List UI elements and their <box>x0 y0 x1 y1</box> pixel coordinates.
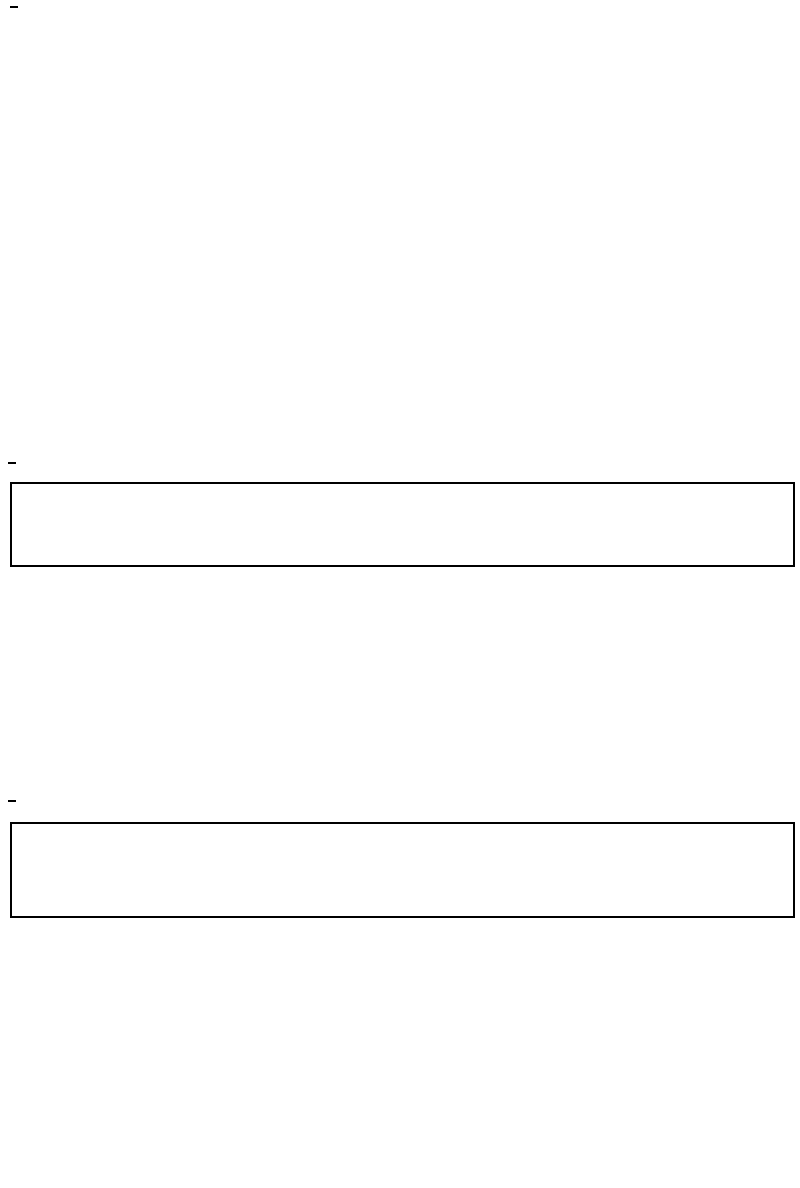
section-number <box>8 800 16 802</box>
section15-header <box>10 6 24 8</box>
hydraulic-symbols-16 <box>10 482 795 567</box>
section16-header <box>8 462 28 464</box>
section17-header <box>8 800 28 802</box>
section-number <box>8 462 16 464</box>
section-number <box>10 6 18 8</box>
hydraulic-symbols-17 <box>10 822 795 918</box>
